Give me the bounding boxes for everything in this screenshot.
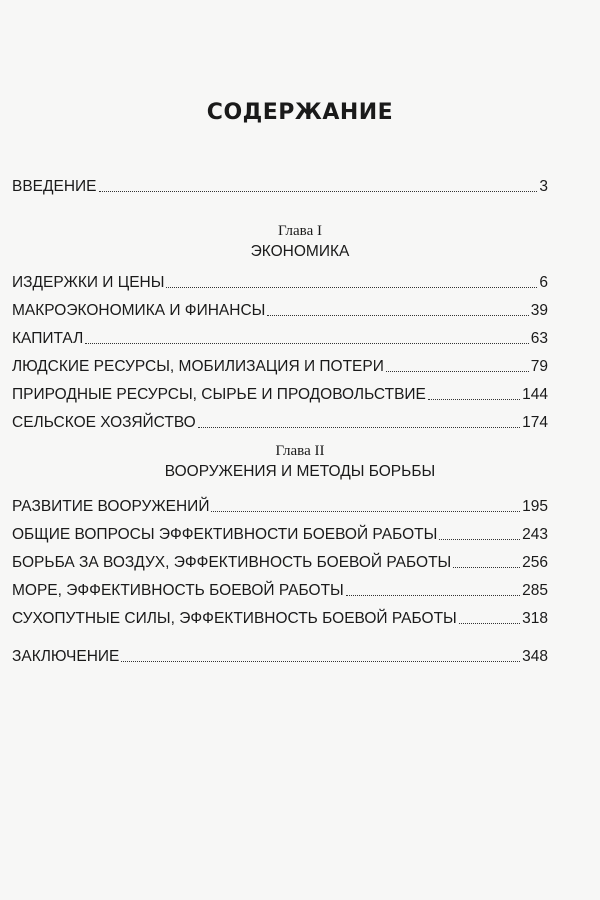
toc-entry-label: РАЗВИТИЕ ВООРУЖЕНИЙ: [12, 498, 210, 515]
toc-entry-label: ЗАКЛЮЧЕНИЕ: [12, 648, 120, 665]
toc-entry-conclusion[interactable]: [12, 644, 548, 666]
chapter-1-title: ЭКОНОМИКА: [250, 243, 350, 260]
dot-leader: [346, 595, 520, 596]
dot-leader: [439, 539, 520, 540]
dot-leader: [453, 567, 520, 568]
toc-entry[interactable]: [12, 382, 548, 404]
toc-entry-label: ВВЕДЕНИЕ: [12, 178, 97, 195]
toc-entry-page: 243: [522, 526, 548, 543]
chapter-2-title: ВООРУЖЕНИЯ И МЕТОДЫ БОРЬБЫ: [164, 463, 436, 480]
dot-leader: [386, 371, 529, 372]
toc-entry-label: КАПИТАЛ: [12, 330, 84, 347]
toc-entry[interactable]: [12, 354, 548, 376]
dot-leader: [85, 343, 528, 344]
toc-entry-label: БОРЬБА ЗА ВОЗДУХ, ЭФФЕКТИВНОСТЬ БОЕВОЙ РАБОТЫ: [12, 554, 452, 571]
toc-entry-page: 195: [522, 498, 548, 515]
toc-entry-label: ОБЩИЕ ВОПРОСЫ ЭФФЕКТИВНОСТИ БОЕВОЙ РАБОТЫ: [12, 526, 438, 543]
toc-entry-page: 3: [539, 178, 548, 195]
dot-leader: [166, 287, 537, 288]
dot-leader: [99, 191, 538, 192]
toc-entry-page: 348: [522, 648, 548, 665]
dot-leader: [198, 427, 520, 428]
toc-entry-page: 79: [530, 358, 548, 375]
toc-entry[interactable]: [12, 578, 548, 600]
toc-entry[interactable]: [12, 494, 548, 516]
chapter-2-number: Глава II: [275, 443, 325, 459]
page-title: СОДЕРЖАНИЕ: [206, 100, 394, 125]
dot-leader: [459, 623, 520, 624]
toc-entry-page: 174: [522, 414, 548, 431]
toc-entry[interactable]: [12, 298, 548, 320]
toc-entry[interactable]: [12, 550, 548, 572]
toc-entry[interactable]: [12, 606, 548, 628]
dot-leader: [428, 399, 520, 400]
dot-leader: [267, 315, 528, 316]
toc-entry-label: ИЗДЕРЖКИ И ЦЕНЫ: [12, 274, 165, 291]
toc-entry-label: СУХОПУТНЫЕ СИЛЫ, ЭФФЕКТИВНОСТЬ БОЕВОЙ РАБОТЫ: [12, 610, 457, 627]
chapter-1-number: Глава I: [278, 223, 322, 239]
toc-entry-label: СЕЛЬСКОЕ ХОЗЯЙСТВО: [12, 414, 196, 431]
dot-leader: [121, 661, 520, 662]
toc-entry-label: МАКРОЭКОНОМИКА И ФИНАНСЫ: [12, 302, 266, 319]
toc-entry-page: 63: [530, 330, 548, 347]
toc-entry-label: ЛЮДСКИЕ РЕСУРСЫ, МОБИЛИЗАЦИЯ И ПОТЕРИ: [12, 358, 384, 375]
toc-entry-label: ПРИРОДНЫЕ РЕСУРСЫ, СЫРЬЕ И ПРОДОВОЛЬСТВИЕ: [12, 386, 426, 403]
toc-entry-label: МОРЕ, ЭФФЕКТИВНОСТЬ БОЕВОЙ РАБОТЫ: [12, 582, 344, 599]
toc-entry-page: 285: [522, 582, 548, 599]
toc-entry-page: 6: [539, 274, 548, 291]
dot-leader: [211, 511, 520, 512]
toc-entry-page: 39: [530, 302, 548, 319]
toc-entry-page: 256: [522, 554, 548, 571]
toc-entry-page: 318: [522, 610, 548, 627]
toc-entry[interactable]: [12, 326, 548, 348]
toc-entry[interactable]: [12, 522, 548, 544]
toc-entry[interactable]: [12, 410, 548, 432]
toc-entry-page: 144: [522, 386, 548, 403]
toc-entry-intro[interactable]: [12, 174, 548, 196]
toc-entry[interactable]: [12, 270, 548, 292]
